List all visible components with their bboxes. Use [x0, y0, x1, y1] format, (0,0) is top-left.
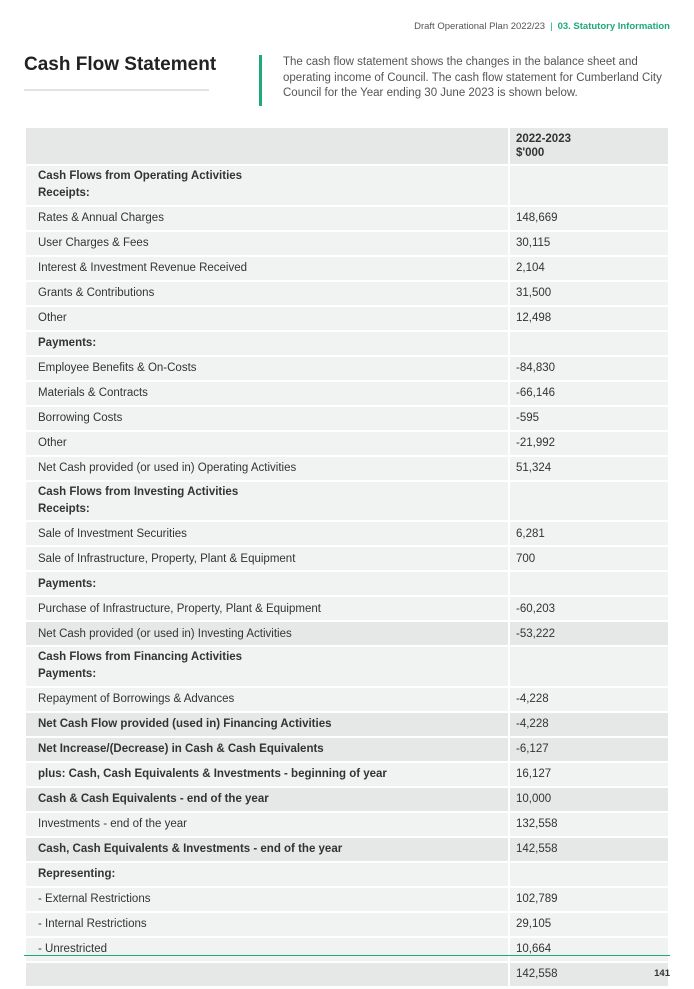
section-label [26, 166, 508, 205]
empty-cell [510, 166, 668, 205]
row-value: -66,146 [510, 382, 668, 405]
row-value: 16,127 [510, 763, 668, 786]
table-row [26, 938, 668, 961]
table-row [26, 522, 668, 545]
row-label: Other [26, 307, 508, 330]
receipts-label: Receipts: [38, 502, 90, 515]
row-label: Rates & Annual Charges [26, 207, 508, 230]
row-value: 2,104 [510, 257, 668, 280]
payments-row [26, 572, 668, 595]
section-row-financing [26, 647, 668, 686]
net-change-row [26, 738, 668, 761]
row-label: Net Increase/(Decrease) in Cash & Cash Equivalents [26, 738, 508, 761]
section-heading: Cash Flows from Investing Activities [38, 485, 239, 498]
payments-label: Payments: [26, 572, 508, 595]
row-value: 10,664 [510, 938, 668, 961]
row-label: Purchase of Infrastructure, Property, Plant & Equipment [26, 597, 508, 620]
row-label: Sale of Investment Securities [26, 522, 508, 545]
section-label [26, 482, 508, 521]
row-value: 29,105 [510, 913, 668, 936]
row-value: -60,203 [510, 597, 668, 620]
header-unit: $'000 [516, 147, 545, 159]
row-label: Sale of Infrastructure, Property, Plant & Equipment [26, 547, 508, 570]
table-row [26, 407, 668, 430]
row-label: Other [26, 432, 508, 455]
header-line [414, 21, 670, 32]
row-value: 10,000 [510, 788, 668, 811]
row-value: 51,324 [510, 457, 668, 480]
table-row [26, 207, 668, 230]
row-label: Employee Benefits & On-Costs [26, 357, 508, 380]
section-heading: Cash Flows from Operating Activities [38, 170, 243, 182]
row-value: 148,669 [510, 207, 668, 230]
row-value: 6,281 [510, 522, 668, 545]
row-label: User Charges & Fees [26, 232, 508, 255]
footer-rule [24, 955, 670, 956]
row-label: Net Cash provided (or used in) Investing Activities [26, 622, 508, 645]
receipts-label: Receipts: [38, 187, 90, 200]
document-name: Draft Operational Plan 2022/23 [414, 21, 546, 32]
row-value: 142,558 [510, 838, 668, 861]
payments-label: Payments: [26, 332, 508, 355]
row-value: -6,127 [510, 738, 668, 761]
net-investing-row [26, 622, 668, 645]
table-row [26, 357, 668, 380]
cash-end-row [26, 788, 668, 811]
row-value: -21,992 [510, 432, 668, 455]
empty-cell [510, 572, 668, 595]
total-end-row [26, 838, 668, 861]
row-value: 31,500 [510, 282, 668, 305]
net-operating-row [26, 457, 668, 480]
row-label: Investments - end of the year [26, 813, 508, 836]
table-row [26, 547, 668, 570]
row-label: Cash, Cash Equivalents & Investments - end of the year [26, 838, 508, 861]
section-row-operating [26, 166, 668, 205]
section-name: 03. Statutory Information [557, 21, 670, 32]
row-label: Net Cash provided (or used in) Operating Activities [26, 457, 508, 480]
accent-bar [259, 55, 262, 106]
row-value: 12,498 [510, 307, 668, 330]
row-value: 102,789 [510, 888, 668, 911]
investments-end-row [26, 813, 668, 836]
section-label [26, 647, 508, 686]
page-number: 141 [654, 968, 670, 979]
table-header-row [26, 128, 668, 164]
table-row [26, 432, 668, 455]
empty-cell [510, 332, 668, 355]
row-label: Net Cash Flow provided (used in) Financing Activities [26, 713, 508, 736]
section-row-investing [26, 482, 668, 521]
table-row [26, 232, 668, 255]
row-label: Interest & Investment Revenue Received [26, 257, 508, 280]
representing-total-row [26, 963, 668, 986]
row-value: 700 [510, 547, 668, 570]
title-underline [24, 89, 209, 91]
empty-cell [510, 482, 668, 521]
table-row [26, 688, 668, 711]
net-financing-row [26, 713, 668, 736]
row-label: Repayment of Borrowings & Advances [26, 688, 508, 711]
table-row [26, 257, 668, 280]
table-row [26, 888, 668, 911]
intro-paragraph: The cash flow statement shows the changes in the balance sheet and operating income of Council. The cash flow statement for Cumberland City Council for the Year ending 30 June 2023 is shown below. [283, 56, 662, 100]
payments-row [26, 332, 668, 355]
row-value: -4,228 [510, 713, 668, 736]
table-row [26, 913, 668, 936]
representing-label: Representing: [26, 863, 508, 886]
row-label: plus: Cash, Cash Equivalents & Investments - beginning of year [26, 763, 508, 786]
row-label: - Internal Restrictions [26, 913, 508, 936]
row-value: 30,115 [510, 232, 668, 255]
row-value: -4,228 [510, 688, 668, 711]
row-value: -53,222 [510, 622, 668, 645]
row-value: -595 [510, 407, 668, 430]
table-row [26, 282, 668, 305]
row-value: -84,830 [510, 357, 668, 380]
header-year: 2022-2023 [516, 132, 571, 145]
section-heading: Cash Flows from Financing Activities [38, 651, 243, 663]
table-row [26, 307, 668, 330]
row-value: 142,558 [510, 963, 668, 986]
header-value-cell [510, 128, 668, 164]
row-label [26, 963, 508, 986]
table-row [26, 382, 668, 405]
row-value: 132,558 [510, 813, 668, 836]
page-title: Cash Flow Statement [24, 54, 217, 75]
row-label: Grants & Contributions [26, 282, 508, 305]
row-label: - Unrestricted [26, 938, 508, 961]
row-label: - External Restrictions [26, 888, 508, 911]
header-separator: | [550, 21, 553, 32]
table-row [26, 597, 668, 620]
header-label-cell [26, 128, 508, 164]
beginning-balance-row [26, 763, 668, 786]
cash-flow-table [24, 126, 670, 988]
row-label: Cash & Cash Equivalents - end of the year [26, 788, 508, 811]
representing-row [26, 863, 668, 886]
empty-cell [510, 863, 668, 886]
row-label: Borrowing Costs [26, 407, 508, 430]
empty-cell [510, 647, 668, 686]
row-label: Materials & Contracts [26, 382, 508, 405]
payments-label: Payments: [38, 668, 97, 681]
